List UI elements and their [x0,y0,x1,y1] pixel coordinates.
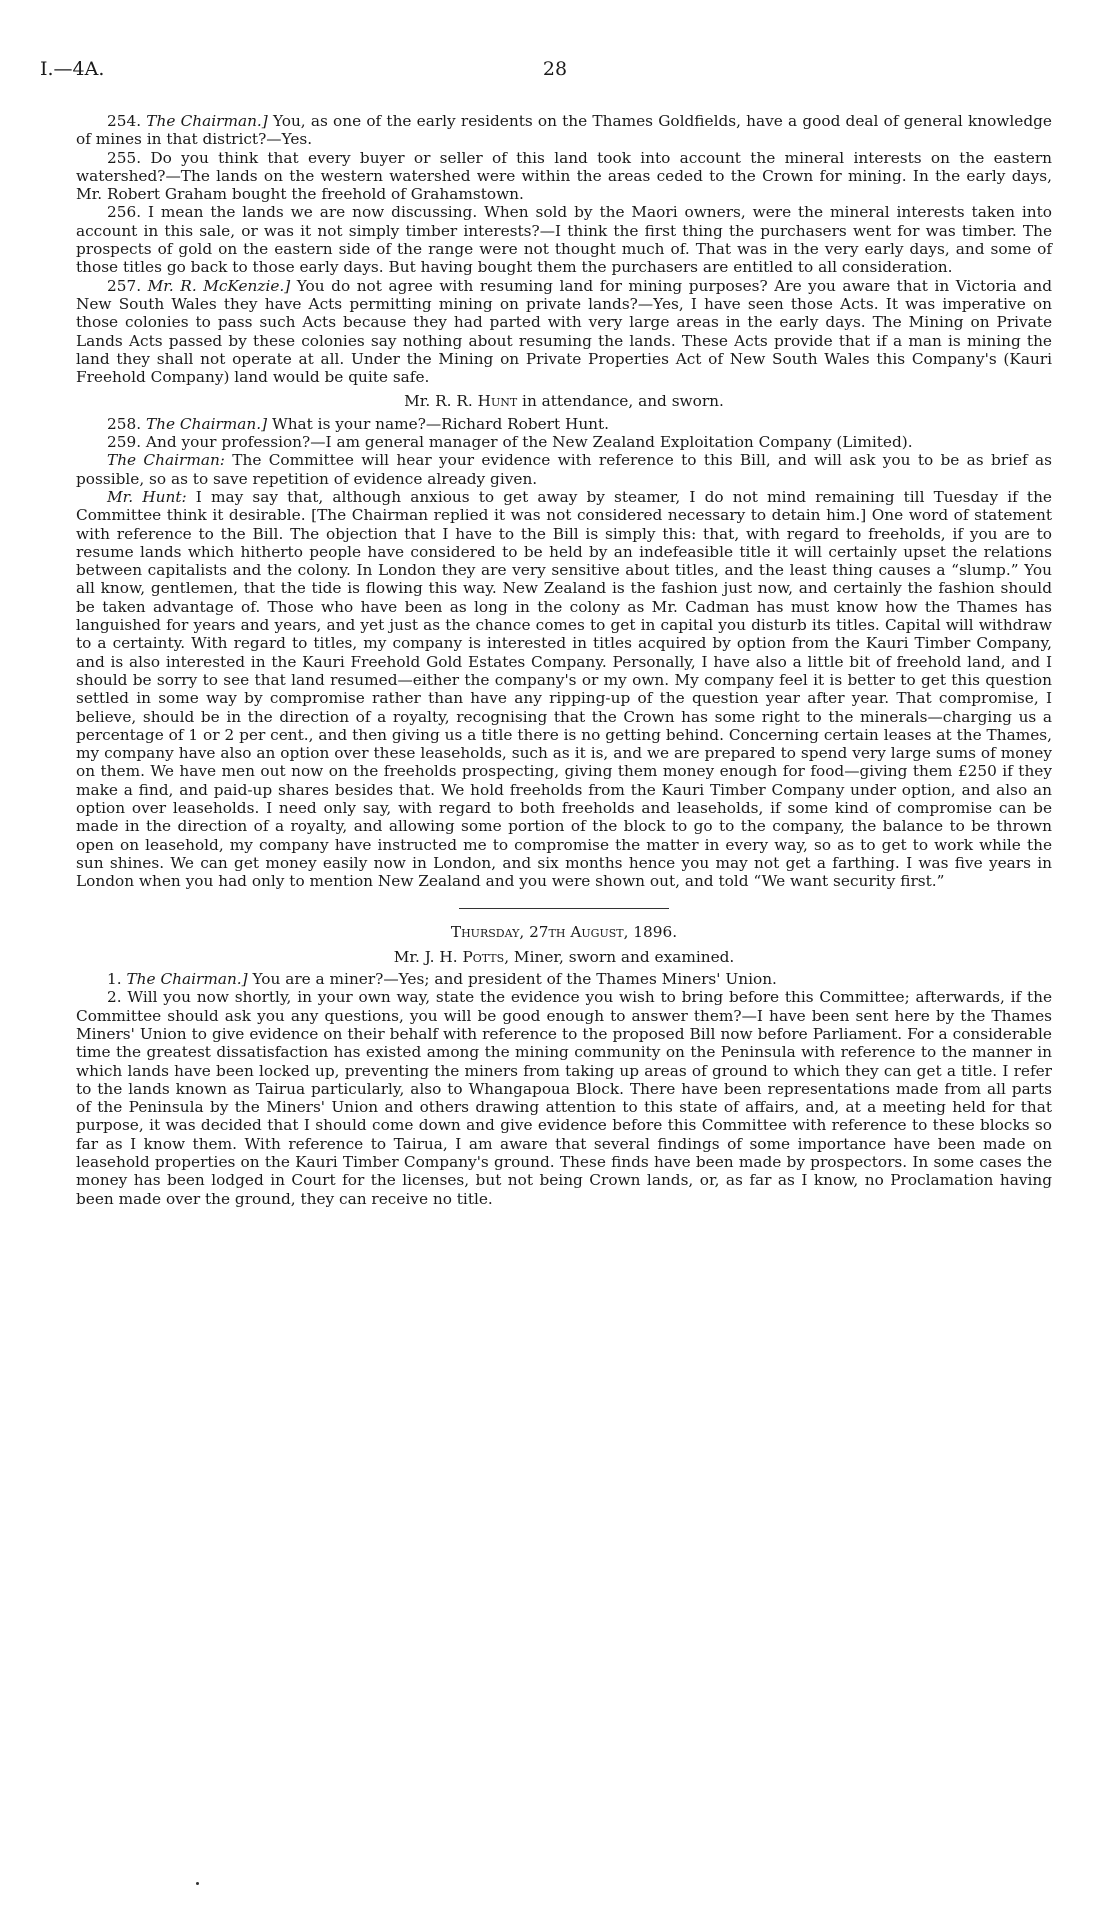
question-text: You are a miner?—Yes; and president of the Thames Miners' Union. [247,970,777,989]
question-256: 256. I mean the lands we are now discussing. When sold by the Maori owners, were the mineral interests taken into account in this sale, or was it not simply timber interests?—I think the first thing the purchasers went for was timber. The prospects of gold on the eastern side of the range were not thought much of. That was in the very early days, and some of those titles go back to those early days. But having bought them the purchasers are entitled to all consideration. [76,203,1052,277]
question-257 [76,277,1052,387]
speaker: The Chairman.] [146,112,268,130]
section-divider [459,908,669,909]
speaker: The Chairman.] [145,414,268,433]
document-reference: I.—4A. [40,58,105,80]
page-number: 28 [542,58,568,80]
question-number: 254. [107,112,142,130]
speaker: The Chairman.] [126,970,248,989]
date-heading: Thursday, 27th August, 1896. [450,923,678,942]
witness-heading-hunt: Mr. R. R. Hunt in attendance, and sworn. [404,392,724,411]
ink-speck [196,1882,199,1885]
hunt-statement: Mr. Hunt: I may say that, although anxious to get away by steamer, I do not mind remaining till Tuesday if the Committee think it desirable. [The Chairman replied it was not considered necessary to detain him.] One word of statement with reference to the Bill. The objection that I have to the Bill is simply this: that, with regard to freeholds, if you are to resume lands which hitherto people have considered to be held by an indefeasible title it will certainly upset the relations between capitalists and the colony. In London they are very sensitive about titles, and the least thing causes a “slump.” You all know, gentlemen, that the tide is flowing this way. New Zealand is the fashion just now, and certainly the fashion should be taken advantage of. Those who have been as long in the colony as Mr. Cadman has must know how the Thames has languished for years and years, and yet just as the chance comes to get in capital you disturb its titles. Capital will withdraw to a certainty. With regard to titles, my company is interested in titles acquired by option from the Kauri Timber Company, and is also interested in the Kauri Freehold Gold Estates Company. Personally, I have also a little bit of freehold land, and I should be sorry to see that land resumed—either the company's or my own. My company feel it is better to get this question settled in some way by compromise rather than have any ripping-up of the question year after year. That compromise, I believe, should be in the direction of a royalty, recognising that the Crown has some right to the minerals—charging us a percentage of 1 or 2 per cent., and then giving us a title there is no getting behind. Concerning certain leases at the Thames, my company have also an option over these leaseholds, such as it is, and we are prepared to spend very large sums of money on them. We have men out now on the freeholds prospecting, giving them money enough for food—giving them £250 if they make a find, and paid-up shares besides that. We hold freeholds from the Kauri Timber Company under option, and also an option over leaseholds. I need only say, with regard to both freeholds and leaseholds, if some kind of compromise can be made in the direction of a royalty, and allowing some portion of the block to go to the company, the balance to be thrown open on leasehold, my company have instructed me to compromise the matter in every way, so as to get to work while the sun shines. We can get money easily now in London, and six months hence you may not get a farthing. I was five years in London when you had only to mention New Zealand and you were shown out, and told “We want security first.” [76,487,1052,891]
speaker: Mr. Hunt: [107,487,187,506]
witness-name: Hunt [477,392,518,411]
page-header [40,58,1070,84]
question-254 [76,112,1052,149]
question-number: 1. [107,970,122,989]
question-text: You do not agree with resuming land for mining purposes? Are you aware that in Victoria and New South Wales they have Acts permitting mining on private lands?—Yes, I have seen those Acts. It was imperative on those colonies to pass such Acts because they had parted with very large areas in the early days. The Mining on Private Lands Acts passed by these colonies say nothing about resuming the lands. These Acts provide that if a man is mining the land they shall not operate at all. Under the Mining on Private Properties Act of New South Wales this Company's (Kauri Freehold Company) land would be quite safe. [76,276,1052,387]
question-258 [76,415,1052,433]
question-259: 259. And your profession?—I am general manager of the New Zealand Exploitation Company (Limited). [107,433,913,452]
question-1 [76,970,1052,988]
question-number: 258. [107,414,142,433]
speaker: The Chairman: [107,451,225,470]
question-2: 2. Will you now shortly, in your own way, state the evidence you wish to bring before this Committee; afterwards, if the Committee should ask you any questions, you will be good enough to answer them?—I have been sent here by the Thames Miners' Union to give evidence on their behalf with reference to the proposed Bill now before Parliament. For a considerable time the greatest dissatisfaction has existed among the mining community on the Peninsula with reference to the manner in which lands have been locked up, preventing the miners from taking up areas of ground to which they can get a title. I refer to the lands known as Tairua particularly, also to Whangapoua Block. There have been representations made from all parts of the Peninsula by the Miners' Union and others drawing attention to this state of affairs, and, at a meeting held for that purpose, it was decided that I should come down and give evidence before this Committee with reference to these blocks so far as I know them. With reference to Tairua, I am aware that several findings of some importance have been made on leasehold properties on the Kauri Timber Company's ground. These finds have been made by prospectors. In some cases the money has been lodged in Court for the licenses, but not being Crown lands, or, as far as I know, no Proclamation having been made over the ground, they can receive no title. [76,988,1052,1208]
question-text: You, as one of the early residents on the Thames Goldfields, have a good deal of general knowledge of mines in that district?—Yes. [76,112,1052,149]
document-body [76,112,1052,1208]
question-number: 257. [107,276,142,295]
question-text: What is your name?—Richard Robert Hunt. [267,414,610,433]
witness-heading-potts: Mr. J. H. Potts, Miner, sworn and examined. [393,947,735,966]
witness-name: Potts [462,947,505,966]
speaker: Mr. R. McKenzie.] [147,276,291,295]
chairman-statement: The Chairman: The Committee will hear your evidence with reference to this Bill, and will ask you to be as brief as possible, so as to save repetition of evidence already given. [76,451,1052,488]
question-255: 255. Do you think that every buyer or seller of this land took into account the mineral interests on the eastern watershed?—The lands on the western watershed were within the areas ceded to the Crown for mining. In the early days, Mr. Robert Graham bought the freehold of Grahamstown. [76,148,1052,204]
